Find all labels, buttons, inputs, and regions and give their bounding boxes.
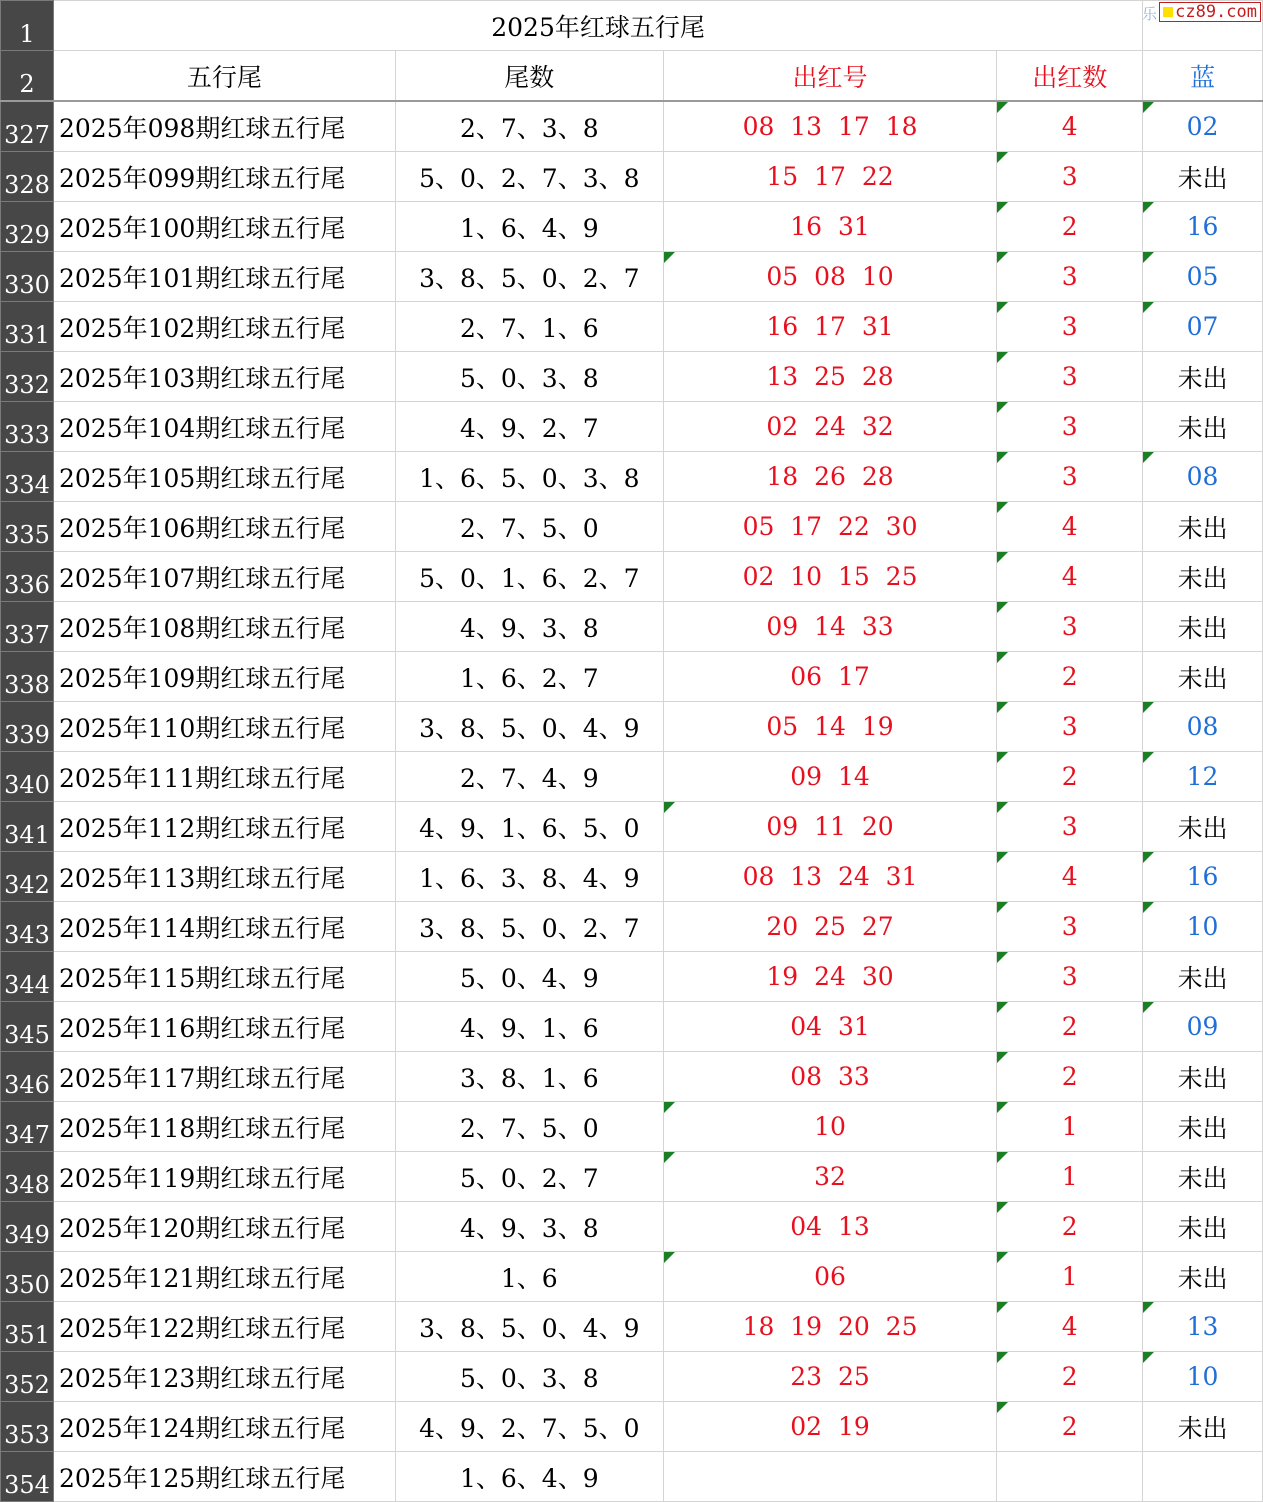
cell-reds[interactable]: 10 — [663, 1102, 997, 1152]
cell-period[interactable]: 2025年098期红球五行尾 — [53, 101, 395, 152]
cell-tail[interactable]: 3、8、1、6 — [395, 1052, 663, 1102]
row-header[interactable]: 335 — [1, 502, 54, 552]
cell-period[interactable]: 2025年102期红球五行尾 — [53, 302, 395, 352]
cell-blue[interactable]: 10 — [1143, 902, 1263, 952]
cell-reds[interactable]: 19 24 30 — [663, 952, 997, 1002]
cell-period[interactable]: 2025年118期红球五行尾 — [53, 1102, 395, 1152]
cell-blue[interactable]: 16 — [1143, 202, 1263, 252]
data-row — [1, 1152, 1263, 1202]
cell-tail[interactable]: 3、8、5、0、2、7 — [395, 252, 663, 302]
cell-blue[interactable]: 未出 — [1143, 552, 1263, 602]
watermark — [1159, 2, 1261, 22]
logo-square-icon — [1163, 7, 1173, 17]
cell-period[interactable]: 2025年120期红球五行尾 — [53, 1202, 395, 1252]
cell-period[interactable]: 2025年106期红球五行尾 — [53, 502, 395, 552]
data-row — [1, 852, 1263, 902]
data-row — [1, 402, 1263, 452]
cell-reds[interactable]: 05 14 19 — [663, 702, 997, 752]
cell-period[interactable]: 2025年115期红球五行尾 — [53, 952, 395, 1002]
cell-blue[interactable]: 未出 — [1143, 652, 1263, 702]
cell-blue[interactable]: 未出 — [1143, 1102, 1263, 1152]
data-row — [1, 702, 1263, 752]
cell-tail[interactable]: 5、0、4、9 — [395, 952, 663, 1002]
row-header[interactable]: 333 — [1, 402, 54, 452]
cell-period[interactable]: 2025年117期红球五行尾 — [53, 1052, 395, 1102]
title-row — [1, 1, 1263, 51]
col-header-blue[interactable]: 蓝 — [1143, 51, 1263, 102]
cell-blue[interactable]: 未出 — [1143, 802, 1263, 852]
data-row — [1, 502, 1263, 552]
cell-count[interactable]: 2 — [997, 652, 1143, 702]
cell-reds[interactable]: 16 31 — [663, 202, 997, 252]
row-header[interactable]: 338 — [1, 652, 54, 702]
watermark-prefix: 乐 — [1141, 5, 1157, 23]
cell-count[interactable]: 3 — [997, 352, 1143, 402]
row-header[interactable]: 350 — [1, 1252, 54, 1302]
cell-tail[interactable]: 5、0、3、8 — [395, 1352, 663, 1402]
cell-period[interactable]: 2025年123期红球五行尾 — [53, 1352, 395, 1402]
cell-period[interactable]: 2025年111期红球五行尾 — [53, 752, 395, 802]
cell-reds[interactable]: 15 17 22 — [663, 152, 997, 202]
row-header[interactable]: 331 — [1, 302, 54, 352]
cell-count[interactable]: 2 — [997, 1052, 1143, 1102]
data-row — [1, 1202, 1263, 1252]
cell-tail[interactable]: 2、7、3、8 — [395, 101, 663, 152]
cell-period[interactable]: 2025年103期红球五行尾 — [53, 352, 395, 402]
cell-reds[interactable]: 02 19 — [663, 1402, 997, 1452]
cell-tail[interactable]: 2、7、1、6 — [395, 302, 663, 352]
data-row — [1, 1252, 1263, 1302]
data-row — [1, 352, 1263, 402]
data-row — [1, 1052, 1263, 1102]
cell-period[interactable]: 2025年104期红球五行尾 — [53, 402, 395, 452]
cell-reds[interactable]: 05 17 22 30 — [663, 502, 997, 552]
cell-tail[interactable]: 4、9、1、6 — [395, 1002, 663, 1052]
row-header[interactable]: 353 — [1, 1402, 54, 1452]
cell-period[interactable]: 2025年100期红球五行尾 — [53, 202, 395, 252]
cell-period[interactable]: 2025年114期红球五行尾 — [53, 902, 395, 952]
cell-count[interactable]: 3 — [997, 452, 1143, 502]
cell-tail[interactable]: 4、9、2、7、5、0 — [395, 1402, 663, 1452]
row-header[interactable]: 330 — [1, 252, 54, 302]
cell-count[interactable]: 3 — [997, 602, 1143, 652]
data-row — [1, 1352, 1263, 1402]
row-header[interactable]: 347 — [1, 1102, 54, 1152]
cell-reds[interactable]: 23 25 — [663, 1352, 997, 1402]
cell-reds[interactable]: 32 — [663, 1152, 997, 1202]
cell-count[interactable]: 2 — [997, 752, 1143, 802]
cell-period[interactable]: 2025年112期红球五行尾 — [53, 802, 395, 852]
data-row — [1, 652, 1263, 702]
cell-count[interactable]: 3 — [997, 702, 1143, 752]
row-header[interactable]: 351 — [1, 1302, 54, 1352]
row-header[interactable]: 339 — [1, 702, 54, 752]
cell-period[interactable]: 2025年116期红球五行尾 — [53, 1002, 395, 1052]
watermark-text: cz89.com — [1175, 2, 1257, 22]
row-header[interactable]: 340 — [1, 752, 54, 802]
cell-count[interactable]: 3 — [997, 802, 1143, 852]
row-header[interactable]: 329 — [1, 202, 54, 252]
cell-period[interactable]: 2025年099期红球五行尾 — [53, 152, 395, 202]
cell-blue[interactable]: 07 — [1143, 302, 1263, 352]
cell-tail[interactable]: 1、6、2、7 — [395, 652, 663, 702]
cell-tail[interactable]: 4、9、2、7 — [395, 402, 663, 452]
row-header[interactable]: 343 — [1, 902, 54, 952]
data-row — [1, 152, 1263, 202]
data-row — [1, 252, 1263, 302]
col-header-period[interactable]: 五行尾 — [53, 51, 395, 102]
row-header[interactable]: 345 — [1, 1002, 54, 1052]
data-row — [1, 602, 1263, 652]
data-row — [1, 752, 1263, 802]
cell-count[interactable]: 1 — [997, 1252, 1143, 1302]
cell-reds[interactable]: 02 10 15 25 — [663, 552, 997, 602]
row-header[interactable]: 337 — [1, 602, 54, 652]
cell-reds[interactable]: 04 13 — [663, 1202, 997, 1252]
cell-reds[interactable]: 18 26 28 — [663, 452, 997, 502]
cell-blue[interactable]: 05 — [1143, 252, 1263, 302]
cell-count[interactable]: 2 — [997, 1352, 1143, 1402]
cell-reds[interactable]: 08 33 — [663, 1052, 997, 1102]
cell-count[interactable]: 1 — [997, 1102, 1143, 1152]
cell-reds[interactable] — [663, 1452, 997, 1502]
data-row — [1, 1002, 1263, 1052]
cell-period[interactable]: 2025年121期红球五行尾 — [53, 1252, 395, 1302]
cell-blue[interactable]: 未出 — [1143, 152, 1263, 202]
cell-count[interactable]: 3 — [997, 952, 1143, 1002]
col-header-reds[interactable]: 出红号 — [663, 51, 997, 102]
cell-tail[interactable]: 1、6 — [395, 1252, 663, 1302]
header-row — [1, 51, 1263, 102]
cell-reds[interactable]: 04 31 — [663, 1002, 997, 1052]
row-header[interactable]: 342 — [1, 852, 54, 902]
cell-period[interactable]: 2025年122期红球五行尾 — [53, 1302, 395, 1352]
cell-tail[interactable]: 4、9、3、8 — [395, 1202, 663, 1252]
cell-tail[interactable]: 2、7、4、9 — [395, 752, 663, 802]
col-header-tail[interactable]: 尾数 — [395, 51, 663, 102]
data-row — [1, 1452, 1263, 1502]
cell-count[interactable]: 4 — [997, 852, 1143, 902]
row-header[interactable]: 346 — [1, 1052, 54, 1102]
cell-reds[interactable]: 06 17 — [663, 652, 997, 702]
data-row — [1, 1402, 1263, 1452]
cell-blue[interactable]: 未出 — [1143, 402, 1263, 452]
cell-reds[interactable]: 08 13 17 18 — [663, 101, 997, 152]
cell-tail[interactable]: 1、6、3、8、4、9 — [395, 852, 663, 902]
cell-blue[interactable]: 未出 — [1143, 1402, 1263, 1452]
row-header[interactable]: 327 — [1, 101, 54, 152]
cell-blue[interactable]: 未出 — [1143, 1052, 1263, 1102]
data-row — [1, 902, 1263, 952]
cell-tail[interactable]: 3、8、5、0、4、9 — [395, 702, 663, 752]
cell-tail[interactable]: 1、6、4、9 — [395, 1452, 663, 1502]
cell-period[interactable]: 2025年108期红球五行尾 — [53, 602, 395, 652]
cell-reds[interactable]: 16 17 31 — [663, 302, 997, 352]
cell-period[interactable]: 2025年124期红球五行尾 — [53, 1402, 395, 1452]
cell-blue[interactable]: 12 — [1143, 752, 1263, 802]
row-header[interactable]: 328 — [1, 152, 54, 202]
cell-period[interactable]: 2025年110期红球五行尾 — [53, 702, 395, 752]
cell-count[interactable]: 4 — [997, 1302, 1143, 1352]
cell-count[interactable]: 2 — [997, 1402, 1143, 1452]
data-row — [1, 101, 1263, 152]
cell-blue[interactable]: 02 — [1143, 101, 1263, 152]
data-row — [1, 1302, 1263, 1352]
cell-reds[interactable]: 09 14 33 — [663, 602, 997, 652]
cell-period[interactable]: 2025年113期红球五行尾 — [53, 852, 395, 902]
cell-reds[interactable]: 02 24 32 — [663, 402, 997, 452]
cell-blue[interactable]: 未出 — [1143, 1252, 1263, 1302]
cell-count[interactable]: 4 — [997, 552, 1143, 602]
cell-reds[interactable]: 20 25 27 — [663, 902, 997, 952]
cell-count[interactable]: 2 — [997, 1002, 1143, 1052]
cell-blue[interactable]: 08 — [1143, 702, 1263, 752]
cell-blue[interactable]: 09 — [1143, 1002, 1263, 1052]
data-row — [1, 552, 1263, 602]
data-row — [1, 952, 1263, 1002]
row-header[interactable]: 2 — [1, 51, 54, 102]
cell-count[interactable]: 1 — [997, 1152, 1143, 1202]
cell-period[interactable]: 2025年109期红球五行尾 — [53, 652, 395, 702]
data-row — [1, 1102, 1263, 1152]
data-row — [1, 802, 1263, 852]
row-header[interactable]: 334 — [1, 452, 54, 502]
cell-blue[interactable]: 未出 — [1143, 502, 1263, 552]
cell-reds[interactable]: 05 08 10 — [663, 252, 997, 302]
row-header[interactable]: 341 — [1, 802, 54, 852]
cell-count[interactable]: 4 — [997, 101, 1143, 152]
col-header-count[interactable]: 出红数 — [997, 51, 1143, 102]
cell-blue[interactable]: 16 — [1143, 852, 1263, 902]
cell-blue[interactable]: 10 — [1143, 1352, 1263, 1402]
cell-period[interactable]: 2025年107期红球五行尾 — [53, 552, 395, 602]
cell-tail[interactable]: 1、6、4、9 — [395, 202, 663, 252]
cell-count[interactable] — [997, 1452, 1143, 1502]
cell-blue[interactable]: 13 — [1143, 1302, 1263, 1352]
cell-tail[interactable]: 3、8、5、0、2、7 — [395, 902, 663, 952]
cell-count[interactable]: 2 — [997, 1202, 1143, 1252]
cell-reds[interactable]: 09 14 — [663, 752, 997, 802]
cell-reds[interactable]: 13 25 28 — [663, 352, 997, 402]
row-header[interactable]: 352 — [1, 1352, 54, 1402]
cell-count[interactable]: 2 — [997, 202, 1143, 252]
cell-tail[interactable]: 2、7、5、0 — [395, 1102, 663, 1152]
cell-period[interactable]: 2025年101期红球五行尾 — [53, 252, 395, 302]
cell-blue[interactable]: 未出 — [1143, 1202, 1263, 1252]
cell-period[interactable]: 2025年105期红球五行尾 — [53, 452, 395, 502]
cell-tail[interactable]: 5、0、1、6、2、7 — [395, 552, 663, 602]
cell-blue[interactable]: 未出 — [1143, 1152, 1263, 1202]
cell-count[interactable]: 3 — [997, 252, 1143, 302]
cell-tail[interactable]: 5、0、3、8 — [395, 352, 663, 402]
row-header[interactable]: 1 — [1, 1, 54, 51]
cell-blue[interactable]: 未出 — [1143, 352, 1263, 402]
row-header[interactable]: 344 — [1, 952, 54, 1002]
row-header[interactable]: 332 — [1, 352, 54, 402]
sheet-title[interactable]: 2025年红球五行尾 — [53, 1, 1142, 51]
cell-tail[interactable]: 3、8、5、0、4、9 — [395, 1302, 663, 1352]
row-header[interactable]: 336 — [1, 552, 54, 602]
cell-blue[interactable]: 未出 — [1143, 602, 1263, 652]
cell-blue[interactable]: 08 — [1143, 452, 1263, 502]
cell-reds[interactable]: 18 19 20 25 — [663, 1302, 997, 1352]
cell-blue[interactable]: 未出 — [1143, 952, 1263, 1002]
cell-reds[interactable]: 06 — [663, 1252, 997, 1302]
data-row — [1, 452, 1263, 502]
data-row — [1, 202, 1263, 252]
cell-tail[interactable]: 4、9、3、8 — [395, 602, 663, 652]
cell-count[interactable]: 3 — [997, 402, 1143, 452]
cell-blue[interactable] — [1143, 1452, 1263, 1502]
cell-tail[interactable]: 5、0、2、7、3、8 — [395, 152, 663, 202]
cell-reds[interactable]: 08 13 24 31 — [663, 852, 997, 902]
row-header[interactable]: 349 — [1, 1202, 54, 1252]
cell-tail[interactable]: 2、7、5、0 — [395, 502, 663, 552]
cell-tail[interactable]: 4、9、1、6、5、0 — [395, 802, 663, 852]
cell-count[interactable]: 3 — [997, 152, 1143, 202]
cell-period[interactable]: 2025年119期红球五行尾 — [53, 1152, 395, 1202]
cell-reds[interactable]: 09 11 20 — [663, 802, 997, 852]
data-row — [1, 302, 1263, 352]
cell-period[interactable]: 2025年125期红球五行尾 — [53, 1452, 395, 1502]
cell-count[interactable]: 3 — [997, 302, 1143, 352]
row-header[interactable]: 354 — [1, 1452, 54, 1502]
cell-tail[interactable]: 1、6、5、0、3、8 — [395, 452, 663, 502]
cell-count[interactable]: 3 — [997, 902, 1143, 952]
cell-tail[interactable]: 5、0、2、7 — [395, 1152, 663, 1202]
cell-count[interactable]: 4 — [997, 502, 1143, 552]
row-header[interactable]: 348 — [1, 1152, 54, 1202]
